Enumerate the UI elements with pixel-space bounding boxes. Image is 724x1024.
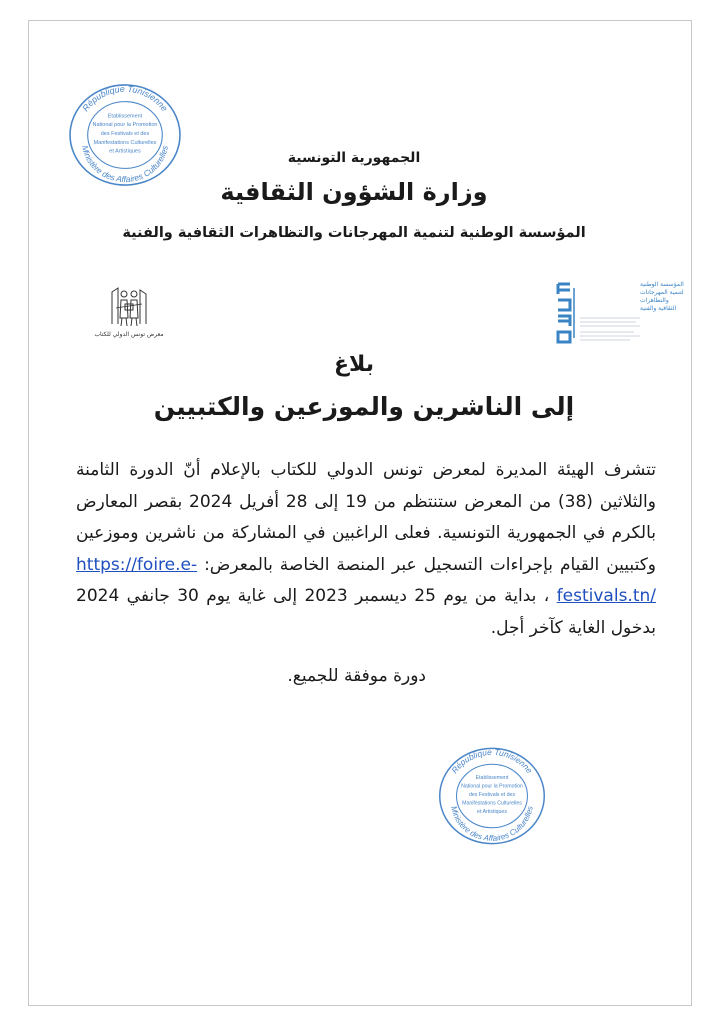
agency-logo-line: والتظاهرات (640, 297, 669, 304)
stamp-line: Etablissement (475, 775, 509, 782)
official-stamp-top (66, 82, 184, 188)
stamp-line: National pour la Promotion (92, 122, 158, 129)
stamp-ring-bottom-text: Ministère des Affaires Culturelles (80, 144, 170, 185)
stamp-line: National pour la Promotion (461, 783, 523, 790)
stamp-line: et Artistiques (477, 808, 507, 815)
stamp-ring-bottom-text: Ministère des Affaires Culturelles (449, 805, 535, 843)
agency-logo-line: لتنمية المهرجانات (640, 289, 684, 296)
agency-heading: المؤسسة الوطنية لتنمية المهرجانات والتظاهرات الثقافية والفنية (122, 225, 586, 241)
body-text-dates: ، بداية من يوم 25 ديسمبر 2023 إلى غاية يوم 30 جانفي 2024 بدخول الغاية كآخر أجل. (76, 586, 656, 638)
stamp-ring-top-text: République Tunisienne (80, 83, 170, 114)
notice-body (76, 455, 656, 644)
closing-line: دورة موفقة للجميع. (287, 666, 426, 686)
book-fair-caption: معرض تونس الدولي للكتاب (94, 331, 164, 338)
stamp-line: Etablissement (107, 113, 143, 120)
book-fair-logo-icon (94, 278, 164, 342)
notice-title: بلاغ (334, 352, 374, 377)
stamp-line: et Artistiques (109, 148, 141, 155)
stamp-line: des Festivals et des (468, 792, 516, 798)
registration-link[interactable]: https://foire.e-festivals.tn/ (76, 554, 656, 606)
svg-text:République Tunisienne (449, 747, 535, 776)
agency-logo-line: الثقافية والفنية (640, 305, 677, 312)
republic-heading: الجمهورية التونسية (287, 150, 421, 166)
stamp-line: Manifestations Culturelles (462, 800, 522, 807)
svg-text:République Tunisienne (80, 84, 169, 113)
ministry-heading: وزارة الشؤون الثقافية (220, 178, 488, 206)
stamp-line: Manifestations Culturelles (93, 139, 157, 146)
official-stamp-bottom (436, 742, 548, 850)
recipients-heading: إلى الناشرين والموزعين والكتبيين (153, 392, 575, 421)
stamp-ring-top-text: République Tunisienne (449, 746, 535, 776)
agency-logo-icon (556, 276, 684, 344)
body-text-main: تتشرف الهيئة المديرة لمعرض تونس الدولي للكتاب بالإعلام أنّ الدورة الثامنة والثلاثين (38) من المعرض ستنتظم من 19 إلى 28 أفريل 2024 بقصر المعارض بالكرم في الجمهورية التونسية. فعلى الراغبين في المشاركة من ناشرين وموزعين وكتبيين القيام بإجراءات التسجيل عبر المنصة الخاصة بالمعرض: (76, 460, 656, 575)
stamp-line: des Festivals et des (100, 131, 150, 137)
agency-logo-line: المؤسسة الوطنية (640, 281, 684, 288)
